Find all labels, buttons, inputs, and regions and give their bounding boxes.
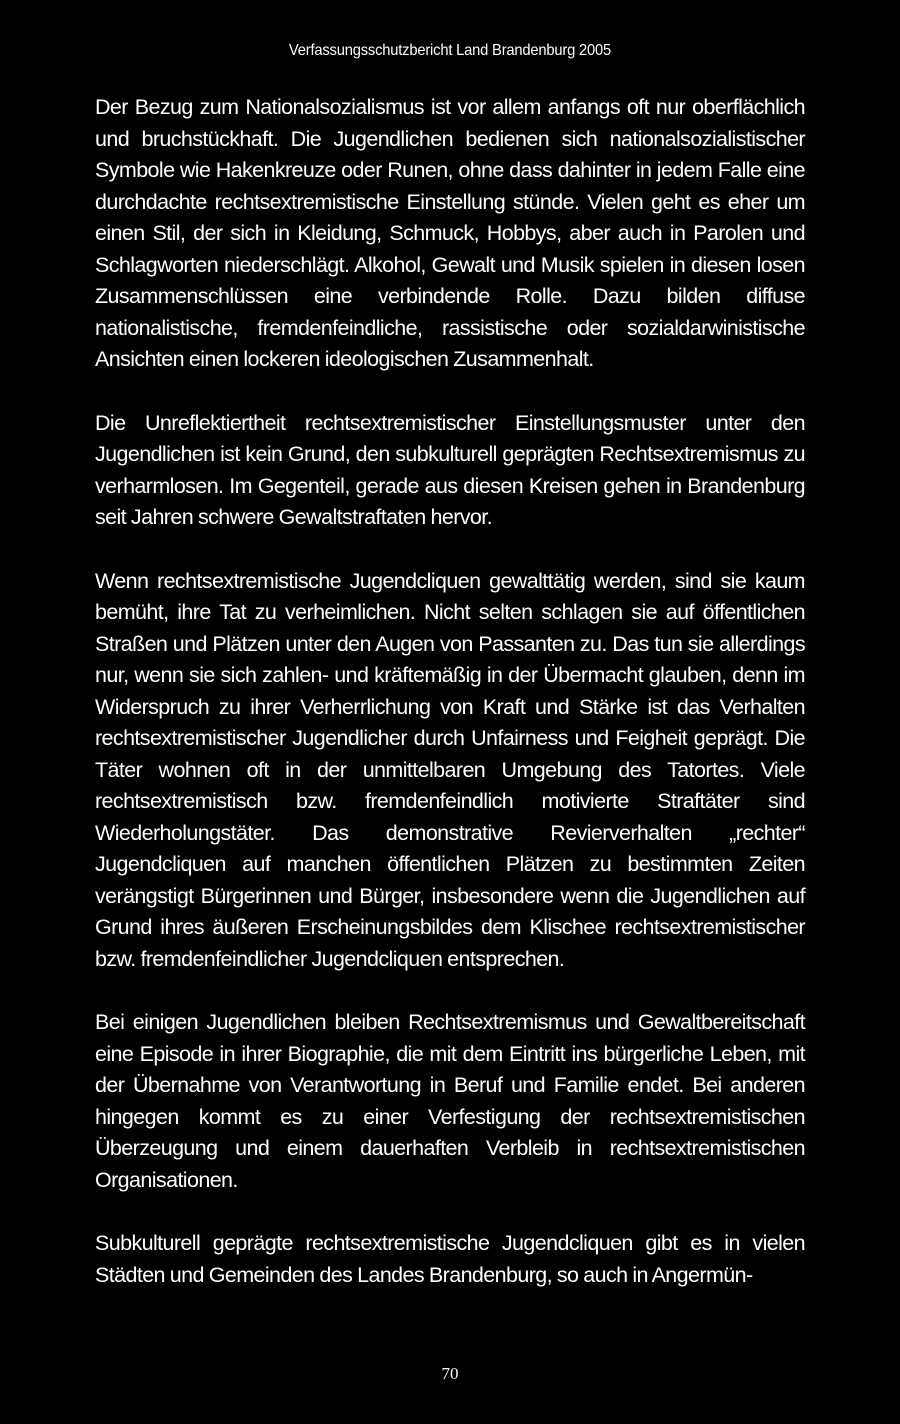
paragraph-4: Bei einigen Jugendlichen bleiben Rechtsextremismus und Gewaltbereitschaft eine Episode in ihrer Biographie, die mit dem Eintritt ins bürgerliche Leben, mit der Übernahme von Verantwortung in Beruf und Familie endet. Bei anderen hingegen kommt es zu einer Verfestigung der rechtsextremistischen Überzeugung und einem dauerhaften Verbleib in rechtsextremistischen Organisationen. xyxy=(95,1010,805,1192)
paragraph-1: Der Bezug zum Nationalsozialismus ist vor allem anfangs oft nur oberflächlich und bruchstückhaft. Die Jugendlichen bedienen sich nationalsozialistischer Symbole wie Hakenkreuze oder Runen, ohne dass dahinter in jedem Falle eine durchdachte rechtsextremistische Einstellung stünde. Vielen geht es eher um einen Stil, der sich in Kleidung, Schmuck, Hobbys, aber auch in Parolen und Schlagworten niederschlägt. Alkohol, Gewalt und Musik spielen in diesen losen Zusammenschlüssen eine verbindende Rolle. Dazu bilden diffuse nationalistische, fremdenfeindliche, rassistische oder sozialdarwinistische Ansichten einen lockeren ideologischen Zusammenhalt. xyxy=(95,95,805,371)
paragraph-2: Die Unreflektiertheit rechtsextremistischer Einstellungsmuster unter den Jugendlichen ist kein Grund, den subkulturell geprägten Rechtsextremismus zu verharmlosen. Im Gegenteil, gerade aus diesen Kreisen gehen in Brandenburg seit Jahren schwere Gewaltstraftaten hervor. xyxy=(95,410,805,529)
body-text xyxy=(95,92,805,1291)
page-number: 70 xyxy=(441,1364,459,1383)
paragraph-5: Subkulturell geprägte rechtsextremistische Jugendcliquen gibt es in vielen Städten und Gemeinden des Landes Brandenburg, so auch in Angermün- xyxy=(95,1231,805,1287)
paragraph-3: Wenn rechtsextremistische Jugendcliquen gewalttätig werden, sind sie kaum bemüht, ihre Tat zu verheimlichen. Nicht selten schlagen sie auf öffentlichen Straßen und Plätzen unter den Augen von Passanten zu. Das tun sie allerdings nur, wenn sie sich zahlen- und kräftemäßig in der Übermacht glauben, denn im Widerspruch zu ihrer Verherrlichung von Kraft und Stärke ist das Verhalten rechtsextremistischer Jugendlicher durch Unfairness und Feigheit geprägt. Die Täter wohnen oft in der unmittelbaren Umgebung des Tatortes. Viele rechtsextremistisch bzw. fremdenfeindlich motivierte Straftäter sind Wiederholungstäter. Das demonstrative Revierverhalten „rechter“ Jugendcliquen auf manchen öffentlichen Plätzen zu bestimmten Zeiten verängstigt Bürgerinnen und Bürger, insbesondere wenn die Jugendlichen auf Grund ihres äußeren Erscheinungsbildes dem Klischee rechtsextremistischer bzw. fremdenfeindlicher Jugendcliquen entsprechen. xyxy=(95,568,805,971)
running-header: Verfassungsschutzbericht Land Brandenburg 2005 xyxy=(288,42,612,59)
